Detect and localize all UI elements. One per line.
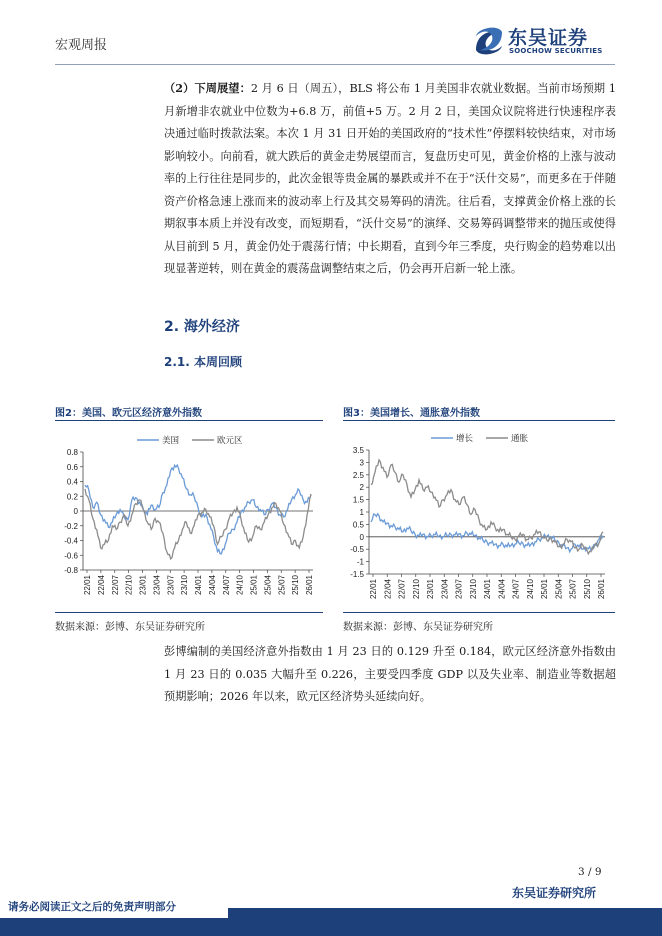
- outlook-paragraph: [164, 77, 616, 281]
- fig3-ytick-label: -1.5: [350, 570, 364, 579]
- page-number: 3 / 9: [578, 866, 602, 878]
- fig2-bottom-rule: [55, 612, 323, 613]
- logo-name-cn: 东吴证券: [508, 27, 589, 49]
- fig2-xtick-label: 24/10: [235, 575, 245, 596]
- fig3-ytick-label: 1: [359, 508, 364, 517]
- fig2-series-1-line: [85, 489, 311, 559]
- fig2-legend-label-1: 欧元区: [217, 436, 243, 446]
- fig2-xtick-label: 24/04: [207, 575, 217, 596]
- brand-logo: [472, 22, 622, 62]
- fig2-xtick-label: 24/07: [221, 575, 231, 596]
- fig3-series-1-line: [371, 460, 603, 554]
- logo-name-en: SOOCHOW SECURITIES: [509, 47, 603, 55]
- fig2-xtick-label: 26/01: [305, 575, 314, 596]
- fig3-xtick-label: 22/01: [369, 579, 378, 600]
- fig3-ytick-label: 3.5: [352, 446, 364, 455]
- fig3-xtick-label: 24/07: [511, 579, 521, 600]
- outlook-lead: （2）下周展望：: [164, 81, 251, 95]
- fig3-xtick-label: 22/10: [411, 579, 421, 600]
- fig2-ytick-label: 0.2: [66, 492, 78, 502]
- fig3-xtick-label: 25/04: [554, 579, 564, 600]
- section-heading: 2. 海外经济: [164, 319, 240, 335]
- fig3-legend-label-0: 增长: [456, 434, 474, 444]
- fig2-ytick-label: -0.4: [64, 536, 78, 546]
- outlook-text: 2 月 6 日（周五），BLS 将公布 1 月美国非农就业数据。当前市场预期 1 月新增非农就业中位数为+6.8 万，前值+5 万。2 月 2 日，美国众议院将进行快速程序表决通过临时拨款法案。本次 1 月 31 日开始的美国政府的“技术性”停摆料较快结束，对市场影响较小。向前看，就大跌后的黄金走势展望而言，复盘历史可见，黄金价格的上涨与波动率的上行往往是同步的，此次金银等贵金属的暴跌或并不在于“沃什交易”，而更多在于伴随资产价格急速上涨而来的波动率上行及其交易筹码的清洗。往后看，支撑黄金价格上涨的长期叙事本质上并没有改变，而短期看，“沃什交易”的演绎、交易筹码调整带来的抛压或使得从目前到 5 月，黄金仍处于震荡行情；中长期看，直到今年三季度，央行购金的趋势难以出现显著逆转，则在黄金的震荡盘调整结束之后，仍会再开启新一轮上涨。: [164, 82, 616, 275]
- fig3-xtick-label: 25/07: [568, 579, 578, 600]
- fig2-xtick-label: 23/01: [138, 575, 148, 596]
- footer-disclaimer: 请务必阅读正文之后的免责声明部分: [8, 901, 176, 913]
- fig3-xtick-label: 26/01: [597, 579, 606, 600]
- fig2-ytick-label: 0.8: [66, 448, 78, 457]
- fig2-ytick-label: -0.6: [64, 551, 78, 561]
- fig2-title: 图2：美国、欧元区经济意外指数: [55, 408, 202, 419]
- fig2-xtick-label: 22/10: [124, 575, 134, 596]
- fig3-xtick-label: 23/04: [440, 579, 450, 600]
- fig3-ytick-label: 1.5: [352, 495, 364, 505]
- fig3-ytick-label: 0.5: [352, 520, 364, 530]
- fig3-ytick-label: 3: [359, 458, 364, 468]
- logo-mark-icon: [472, 24, 506, 58]
- fig2-xtick-label: 22/04: [96, 575, 106, 596]
- fig3-legend-label-1: 通胀: [511, 434, 529, 444]
- fig2-xtick-label: 23/10: [180, 575, 190, 596]
- fig2-ytick-label: 0: [73, 507, 78, 516]
- fig3-ytick-label: 2.5: [352, 470, 364, 480]
- fig2-legend-label-0: 美国: [162, 436, 180, 446]
- fig3-xtick-label: 23/07: [454, 579, 464, 600]
- fig3-xtick-label: 25/01: [540, 579, 549, 600]
- report-type-label: 宏观周报: [55, 38, 108, 53]
- fig2-ytick-label: -0.2: [64, 521, 78, 531]
- fig3-xtick-label: 23/01: [426, 579, 435, 600]
- fig2-xtick-label: 25/01: [249, 575, 259, 596]
- fig2-ytick-label: 0.4: [66, 477, 78, 487]
- fig3-xtick-label: 22/07: [397, 579, 407, 600]
- fig2-xtick-label: 22/01: [83, 575, 92, 596]
- subsection-heading: 2.1. 本周回顾: [164, 355, 242, 369]
- fig3-xtick-label: 23/10: [468, 579, 478, 600]
- fig3-ytick-label: -1: [356, 557, 364, 567]
- fig3-series-0-line: [371, 514, 603, 552]
- fig2-xtick-label: 25/10: [291, 575, 301, 596]
- fig3-xtick-label: 24/10: [525, 579, 535, 600]
- fig2-xtick-label: 22/07: [110, 575, 120, 596]
- fig2-xtick-label: 24/01: [194, 575, 203, 596]
- fig3-bottom-rule: [343, 612, 615, 613]
- fig3-ytick-label: 2: [359, 483, 364, 493]
- header-divider: [55, 64, 615, 65]
- fig3-xtick-label: 22/04: [383, 579, 393, 600]
- fig2-chart: [55, 426, 323, 612]
- fig3-title: 图3：美国增长、通胀意外指数: [343, 408, 480, 419]
- fig2-ytick-label: -0.8: [64, 566, 78, 575]
- fig2-xtick-label: 25/07: [277, 575, 287, 596]
- fig3-source: 数据来源：彭博、东吴证券研究所: [343, 622, 493, 633]
- fig3-xtick-label: 24/01: [483, 579, 492, 600]
- fig2-ytick-label: 0.6: [66, 462, 78, 472]
- fig3-ytick-label: 0: [359, 532, 364, 542]
- fig3-chart: [343, 426, 615, 612]
- fig2-top-rule: [55, 420, 323, 421]
- fig3-xtick-label: 24/04: [497, 579, 507, 600]
- fig2-series-0-line: [85, 465, 311, 554]
- fig3-xtick-label: 25/10: [582, 579, 592, 600]
- footer-org: 东吴证券研究所: [512, 886, 597, 900]
- surprise-index-paragraph: 彭博编制的美国经济意外指数由 1 月 23 日的 0.129 升至 0.184，欧元区经济意外指数由 1 月 23 日的 0.035 大幅升至 0.226，主要受四季度 GDP 以及失业率、制造业等数据超预期影响；2026 年以来，欧元区经济势头延续向好。: [164, 645, 616, 703]
- fig2-xtick-label: 23/07: [166, 575, 176, 596]
- fig3-top-rule: [343, 420, 615, 421]
- fig3-ytick-label: -0.5: [350, 545, 364, 555]
- fig2-source: 数据来源：彭博、东吴证券研究所: [55, 622, 205, 633]
- fig2-xtick-label: 25/04: [263, 575, 273, 596]
- fig2-xtick-label: 23/04: [152, 575, 162, 596]
